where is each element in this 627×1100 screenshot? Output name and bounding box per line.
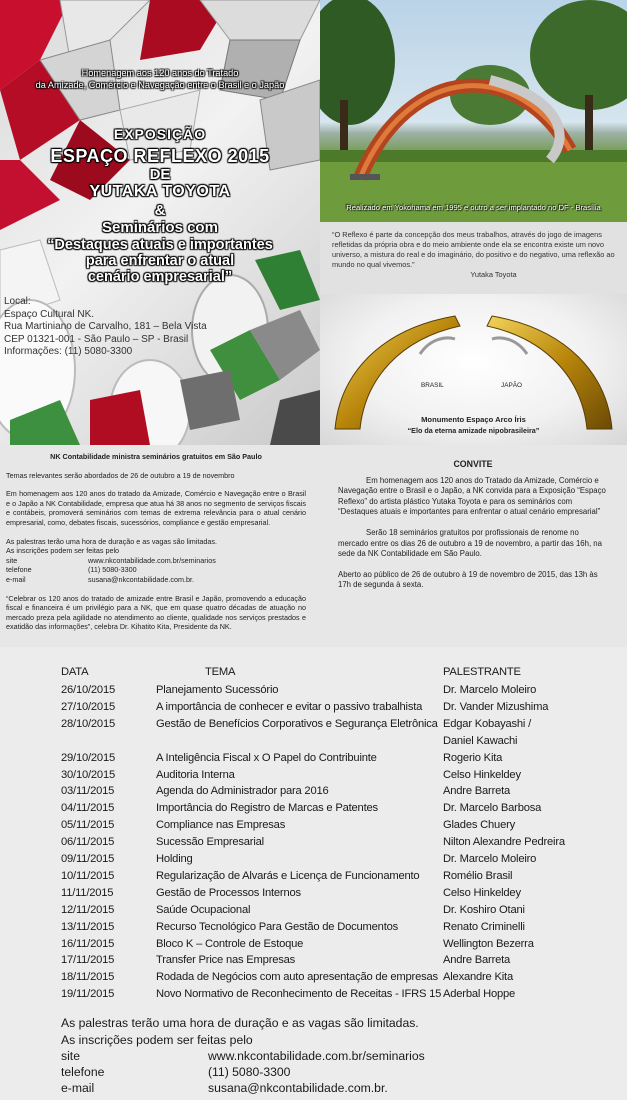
row-topic: A importância de conhecer e evitar o passivo trabalhista xyxy=(156,700,423,713)
seminar-theme: “Destaques atuais e importantes para enfrentar o atual cenário empresarial” xyxy=(47,237,273,285)
row-date: 26/10/2015 xyxy=(61,684,115,696)
header-speaker: PALESTRANTE xyxy=(443,666,521,678)
row-speaker: Alexandre Kita xyxy=(443,971,513,984)
header-date: DATA xyxy=(61,666,89,678)
quote-text: “O Reflexo é parte da concepção dos meus trabalhos, através do jogo de imagens refletidas da própria obra e do meio ambiente onde ela se encontra existe um novo universo, a mistura do real e do imaginário, do positivo e do negativo, uma reflexão ao mundo no qual vivemos.” xyxy=(332,230,615,269)
monument-subcaption: “Elo da eterna amizade nipobrasileira” xyxy=(407,426,540,435)
row-date: 29/10/2015 xyxy=(61,751,115,764)
press-paragraph-2: As palestras terão uma hora de duração e as vagas são limitadas. xyxy=(6,536,217,546)
row-speaker: Dr. Marcelo Moleiro xyxy=(443,853,537,865)
press-quote: “Celebrar os 120 anos do tratado de amizade entre Brasil e Japão, promovendo a educação fiscal e financeira é um privilégio para a NK, que em quase quatro décadas de atuação no mercado preza pela agilidade no atendimento ao cliente, qualidade nos serviços prestados e exatidão das informações”, celebra Dr. Kihatito Kita, Presidente da NK. xyxy=(6,593,306,632)
row-speaker: Daniel Kawachi xyxy=(443,734,518,747)
press-paragraph-3: As inscrições podem ser feitas pelo xyxy=(6,546,120,556)
quote-author: Yutaka Toyota xyxy=(470,270,517,279)
press-release xyxy=(6,452,306,632)
venue-cep: CEP 01321-001 - São Paulo – SP - Brasil xyxy=(4,333,189,345)
row-speaker: Celso Hinkeldey xyxy=(443,886,521,899)
label-japao: JAPÃO xyxy=(501,382,522,389)
row-topic: Rodada de Negócios com auto apresentação de empresas xyxy=(156,971,438,984)
row-speaker: Dr. Marcelo Moleiro xyxy=(443,684,537,696)
row-date: 28/10/2015 xyxy=(61,717,115,730)
row-topic: Saúde Ocupacional xyxy=(156,903,251,916)
row-date: 19/11/2015 xyxy=(61,988,115,1001)
row-speaker: Rogerio Kita xyxy=(443,751,503,764)
row-speaker: Dr. Koshiro Otani xyxy=(443,903,525,916)
schedule-note-1: As palestras terão uma hora de duração e as vagas são limitadas. xyxy=(61,1016,419,1030)
venue-address: Rua Martiniano de Carvalho, 181 – Bela Vista xyxy=(4,321,207,333)
venue-name: Espaço Cultural NK. xyxy=(4,308,95,320)
row-topic: Agenda do Administrador para 2016 xyxy=(156,785,329,798)
invitation xyxy=(338,459,608,591)
row-date: 06/11/2015 xyxy=(61,836,115,849)
photo-caption: Realizado em Yokohama em 1995 e outro a ser implantado no DF - Brasília xyxy=(346,203,601,212)
ampersand: & xyxy=(154,202,166,219)
exhibition-poster xyxy=(0,0,320,445)
row-topic: Compliance nas Empresas xyxy=(156,819,286,832)
invitation-paragraph-3: Aberto ao público de 26 de outubro à 19 de novembro de 2015, das 13h às 17h de segunda à sexta. xyxy=(338,569,598,590)
row-topic: Recurso Tecnológico Para Gestão de Documentos xyxy=(156,920,399,933)
venue-phone: Informações: (11) 5080-3300 xyxy=(4,346,133,358)
seminarios-label: Seminários com xyxy=(102,219,218,236)
row-topic: Regularização de Alvarás e Licença de Funcionamento xyxy=(156,869,420,882)
row-speaker: Renato Criminelli xyxy=(443,920,525,933)
row-date: 12/11/2015 xyxy=(61,903,115,916)
contact-label: telefone xyxy=(61,1065,105,1079)
contact-value[interactable]: www.nkcontabilidade.com.br/seminarios xyxy=(88,555,216,565)
invitation-paragraph-2: Serão 18 seminários gratuitos por profissionais de renome no mercado entre os dias 26 de outubro a 19 de novembro, a partir das 16h, na sede da NK Contabilidade em São Paulo. xyxy=(338,527,602,559)
row-date: 13/11/2015 xyxy=(61,920,115,933)
row-topic: Gestão de Benefícios Corporativos e Segurança Eletrônica xyxy=(156,717,438,730)
row-date: 05/11/2015 xyxy=(61,819,115,832)
contact-label: e-mail xyxy=(6,574,26,584)
row-speaker: Andre Barreta xyxy=(443,954,511,967)
row-topic: A Inteligência Fiscal x O Papel do Contribuinte xyxy=(156,751,377,764)
row-date: 30/10/2015 xyxy=(61,768,115,781)
contact-label: telefone xyxy=(6,565,32,575)
press-contact-email xyxy=(6,575,306,585)
site-link[interactable]: www.nkcontabilidade.com.br/seminarios xyxy=(208,1049,425,1063)
press-paragraph-1: Em homenagem aos 120 anos do tratado da Amizade, Comércio e Navegação entre o Brasil e o Japão a NK Contabilidade, empresa que atua há 38 anos no segmento de serviços fiscais e contábeis, promoverá seminários com temas de extrema relevância para o atual cenário empresarial, como, debates fiscais, sucessórios, compliance e gestão empresarial. xyxy=(6,489,306,527)
phone-number: (11) 5080-3300 xyxy=(208,1065,291,1079)
row-speaker: Dr. Marcelo Barbosa xyxy=(443,802,542,815)
contact-label: site xyxy=(61,1049,80,1063)
row-date: 04/11/2015 xyxy=(61,802,115,815)
row-date: 09/11/2015 xyxy=(61,853,115,865)
monument-caption: Monumento Espaço Arco Íris xyxy=(421,415,526,424)
invitation-heading: CONVITE xyxy=(453,459,493,469)
row-date: 16/11/2015 xyxy=(61,937,115,950)
press-heading: NK Contabilidade ministra seminários gratuitos em São Paulo xyxy=(50,452,262,461)
row-topic: Planejamento Sucessório xyxy=(156,684,279,696)
row-speaker: Edgar Kobayashi / xyxy=(443,717,532,730)
contact-value: (11) 5080-3300 xyxy=(88,565,137,575)
row-date: 03/11/2015 xyxy=(61,785,115,798)
row-date: 17/11/2015 xyxy=(61,954,115,967)
artist-quote xyxy=(320,222,627,294)
invitation-paragraph-1: Em homenagem aos 120 anos do Tratado da Amizade, Comércio e Navegação entre o Brasil e o Japão, a NK convida para a Exposição “Espaço Reflexo” do artista plástico Yutaka Toyota e para os seminários com “Destaques atuais e importantes para enfrentar o atual cenário empresarial” xyxy=(338,475,606,517)
row-speaker: Nilton Alexandre Pedreira xyxy=(443,836,565,849)
rainbow-monument-photo xyxy=(320,294,627,445)
press-contact-site xyxy=(6,556,306,566)
row-date: 27/10/2015 xyxy=(61,700,115,713)
press-lead: Temas relevantes serão abordados de 26 de outubro a 19 de novembro xyxy=(6,470,235,480)
row-topic: Gestão de Processos Internos xyxy=(156,886,301,899)
email-link[interactable]: susana@nkcontabilidade.com.br. xyxy=(208,1081,388,1095)
row-topic: Transfer Price nas Empresas xyxy=(156,954,296,967)
row-topic: Holding xyxy=(156,853,193,865)
row-topic: Importância do Registro de Marcas e Patentes xyxy=(156,802,378,815)
header-topic: TEMA xyxy=(205,666,236,678)
press-contact-phone xyxy=(6,565,306,575)
exhibition-title: ESPAÇO REFLEXO 2015 xyxy=(50,146,270,166)
row-topic: Novo Normativo de Reconhecimento de Receitas - IFRS 15 xyxy=(156,988,442,1001)
contact-value[interactable]: susana@nkcontabilidade.com.br. xyxy=(88,574,194,584)
venue-info xyxy=(4,296,207,359)
exposicao-label: EXPOSIÇÃO xyxy=(113,126,207,142)
row-topic: Auditoria Interna xyxy=(156,768,235,781)
row-date: 10/11/2015 xyxy=(61,869,115,882)
artist-name: YUTAKA TOYOTA xyxy=(89,183,231,200)
row-speaker: Wellington Bezerra xyxy=(443,937,534,950)
row-topic: Sucessão Empresarial xyxy=(156,836,264,849)
row-date: 18/11/2015 xyxy=(61,971,115,984)
label-brasil: BRASIL xyxy=(421,382,444,389)
row-speaker: Aderbal Hoppe xyxy=(443,988,516,1001)
de-label: DE xyxy=(149,166,171,183)
contact-label: site xyxy=(6,555,18,565)
row-speaker: Andre Barreta xyxy=(443,785,511,798)
row-speaker: Celso Hinkeldey xyxy=(443,768,521,781)
contact-label: e-mail xyxy=(61,1081,95,1095)
row-speaker: Glades Chuery xyxy=(443,819,516,832)
homage-subtitle: Homenagem aos 120 anos do Tratado da Amizade, Comércio e Navegação entre o Brasil e o Japão xyxy=(35,68,285,90)
row-speaker: Romélio Brasil xyxy=(443,869,513,882)
row-speaker: Dr. Vander Mizushima xyxy=(443,700,549,713)
row-date: 11/11/2015 xyxy=(61,886,114,899)
row-topic: Bloco K – Controle de Estoque xyxy=(156,937,304,950)
venue-label: Local: xyxy=(4,296,31,307)
sculpture-photo-yokohama xyxy=(320,0,627,222)
schedule-note-2: As inscrições podem ser feitas pelo xyxy=(61,1033,253,1047)
park-scene-image xyxy=(320,0,627,222)
